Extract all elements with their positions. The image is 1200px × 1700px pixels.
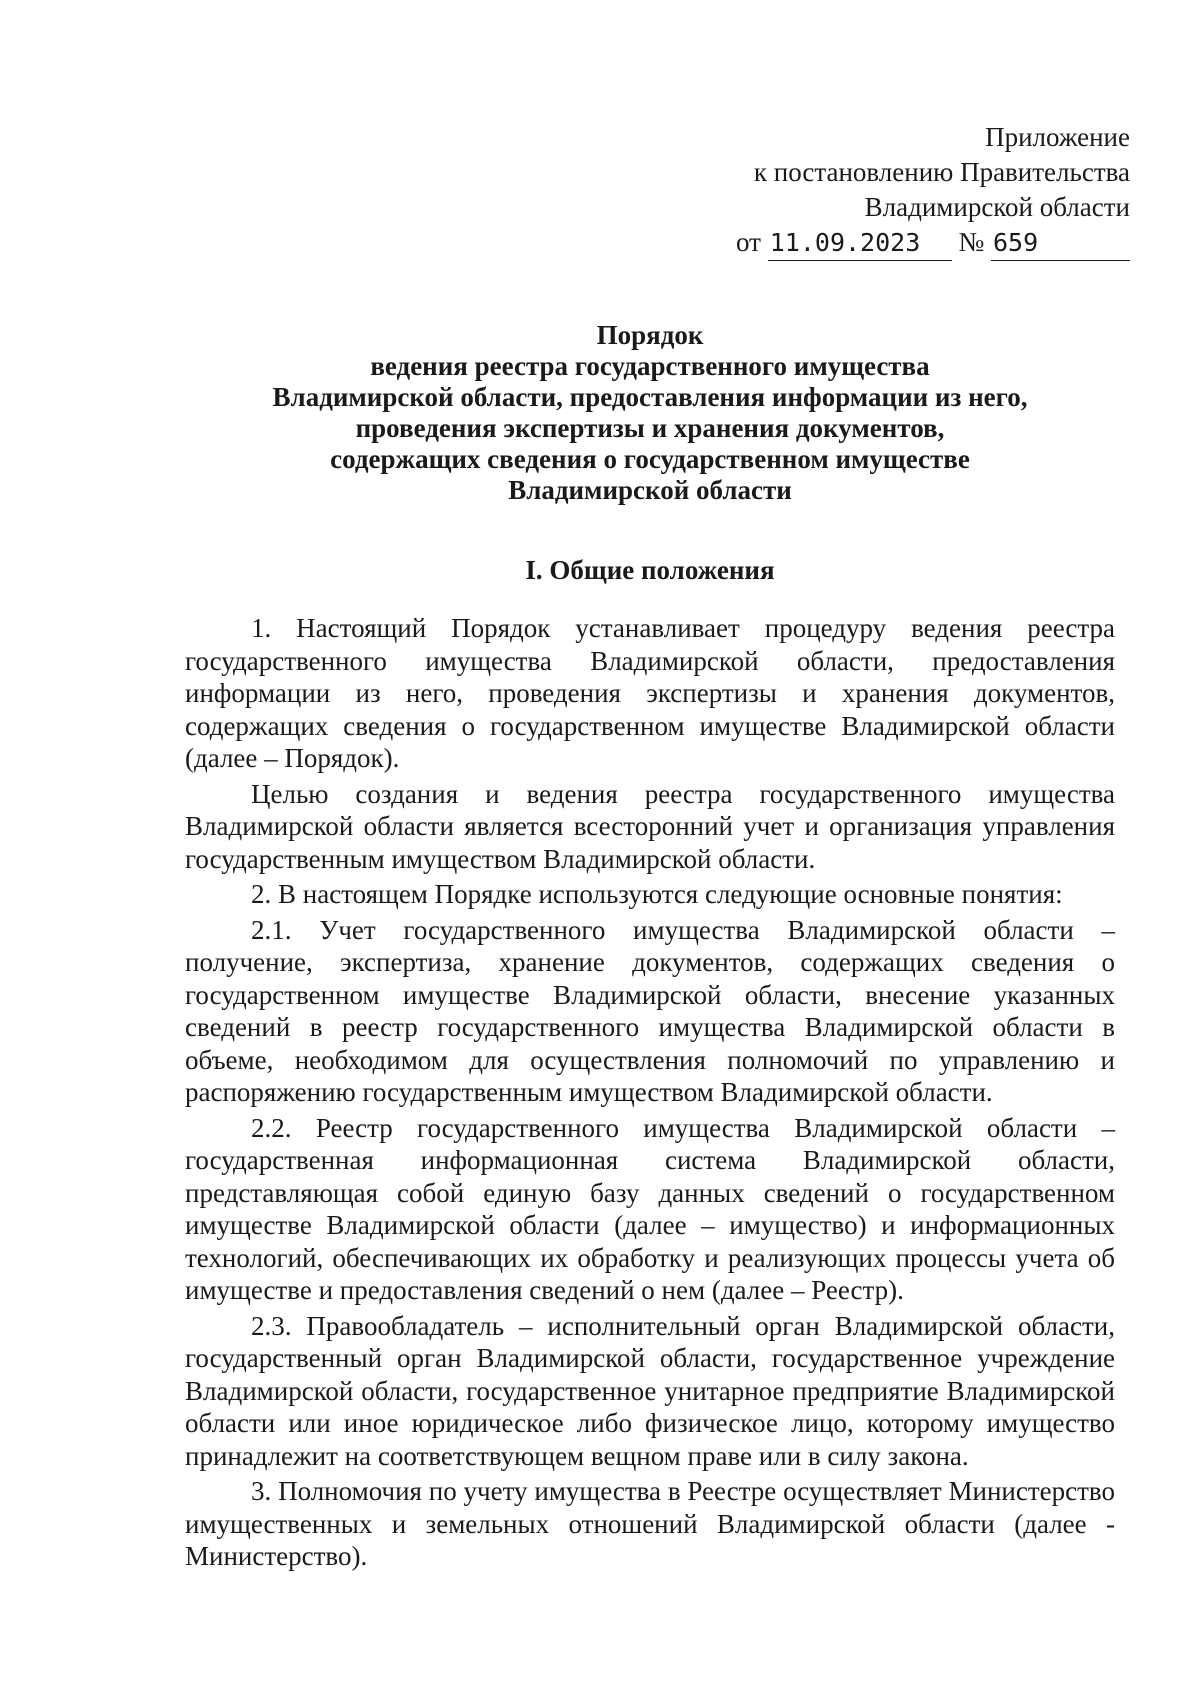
- title-line-6: Владимирской области: [508, 475, 792, 505]
- paragraph-2: 2. В настоящем Порядке используются следующие основные понятия:: [251, 879, 1063, 909]
- paragraph-1: 1. Настоящий Порядок устанавливает процедуру ведения реестра государственного имущества Владимирской области, предоставления информации из него, проведения экспертизы и хранения документов, содержащих сведения о государственном имуществе Владимирской области (далее – Порядок).: [185, 613, 1115, 773]
- appendix-label: Приложение: [985, 122, 1130, 152]
- title-line-1: Порядок: [596, 320, 704, 350]
- appendix-date-line: [610, 225, 1130, 261]
- decree-number: 659: [991, 225, 1130, 261]
- document-body: [185, 612, 1115, 1576]
- document-title: [185, 320, 1115, 506]
- appendix-region: Владимирской области: [864, 192, 1130, 222]
- title-line-5: содержащих сведения о государственном имуществе: [330, 444, 970, 474]
- date-prefix: от: [736, 227, 761, 257]
- paragraph-2-1: 2.1. Учет государственного имущества Владимирской области – получение, экспертиза, хранение документов, содержащих сведения о государственном имуществе Владимирской области, внесение указанных сведений в реестр государственного имущества Владимирской области в объеме, необходимом для осуществления полномочий по управлению и распоряжению государственным имуществом Владимирской области.: [185, 914, 1115, 1107]
- appendix-header: [610, 120, 1130, 261]
- paragraph-3: 3. Полномочия по учету имущества в Реестре осуществляет Министерство имущественных и земельных отношений Владимирской области (далее - Министерство).: [185, 1476, 1115, 1571]
- section-heading: I. Общие положения: [525, 555, 775, 585]
- title-line-3: Владимирской области, предоставления информации из него,: [272, 382, 1028, 412]
- title-line-4: проведения экспертизы и хранения документов,: [355, 413, 945, 443]
- paragraph-2-2: 2.2. Реестр государственного имущества Владимирской области – государственная информационная система Владимирской области, представляющая собой единую базу данных сведений о государственном имуществе Владимирской области (далее – имущество) и информационных технологий, обеспечивающих их обработку и реализующих процессы учета об имуществе и предоставления сведений о нем (далее – Реестр).: [185, 1112, 1115, 1305]
- paragraph-2-3: 2.3. Правообладатель – исполнительный орган Владимирской области, государственный орган Владимирской области, государственное учреждение Владимирской области, государственное унитарное предприятие Владимирской области или иное юридическое либо физическое лицо, которому имущество принадлежит на соответствующем вещном праве или в силу закона.: [185, 1310, 1115, 1471]
- paragraph-purpose: Целью создания и ведения реестра государственного имущества Владимирской области является всесторонний учет и организация управления государственным имуществом Владимирской области.: [185, 778, 1115, 874]
- title-line-2: ведения реестра государственного имущества: [370, 351, 930, 381]
- appendix-decree-ref: к постановлению Правительства: [753, 157, 1130, 187]
- decree-date: 11.09.2023: [768, 225, 952, 261]
- number-sign: №: [958, 227, 985, 257]
